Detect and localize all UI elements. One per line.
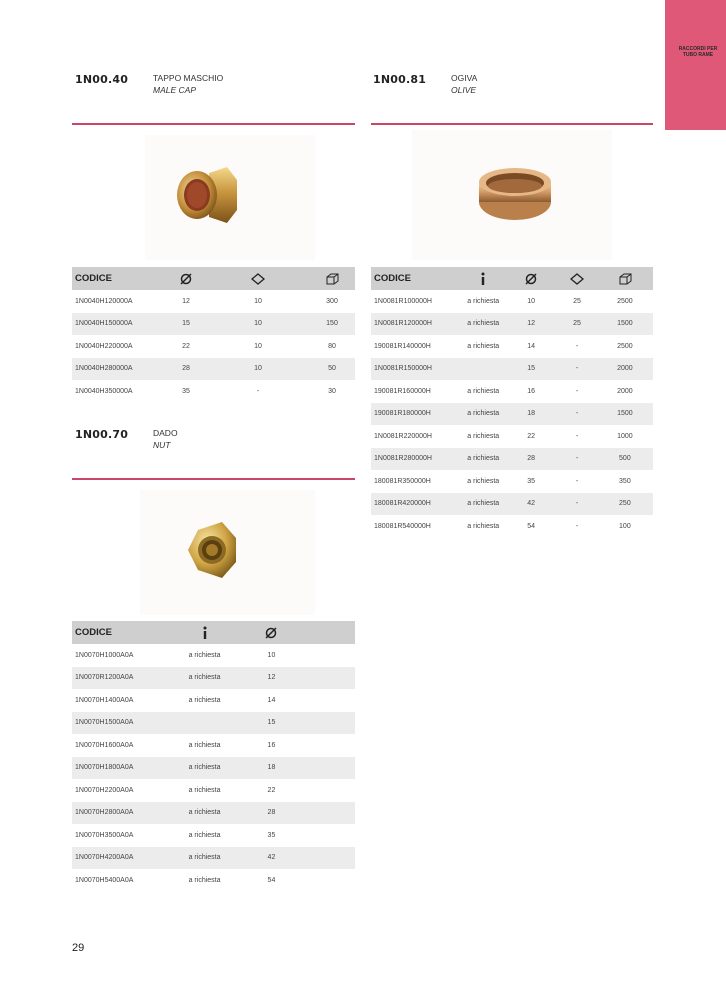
page-number: 29	[72, 942, 85, 954]
cell-code: 1N0070H1800A0A	[72, 757, 172, 780]
table-row	[371, 403, 653, 426]
cell-code: 1N0040H220000A	[75, 342, 133, 350]
cell-package: 150	[309, 313, 355, 336]
cell-code: 180081R350000H	[374, 477, 431, 485]
cell-package: 1500	[597, 403, 653, 426]
cell-info: a richiesta	[467, 387, 500, 395]
cell-hex: -	[575, 342, 579, 350]
cell-info: a richiesta	[172, 847, 238, 870]
col-empty	[306, 621, 355, 644]
table-olive	[371, 267, 653, 538]
col-info	[461, 267, 505, 290]
cell-package: 100	[619, 522, 631, 530]
cell-hex: -	[256, 387, 260, 395]
cell-diameter: 28	[165, 358, 207, 381]
cell-code: 1N0070H2200A0A	[75, 786, 134, 794]
cell-package: 350	[619, 477, 631, 485]
cell-diameter: 42	[505, 493, 557, 516]
info-icon	[479, 272, 487, 285]
cell-package: 1500	[597, 313, 653, 336]
section-side-tab	[665, 0, 726, 130]
col-hex-key	[207, 267, 309, 290]
cell-code: 1N0070H4200A0A	[72, 847, 172, 870]
table-row	[371, 448, 653, 471]
cell-hex: -	[557, 493, 597, 516]
cell-code: 1N0070H3500A0A	[75, 831, 134, 839]
box-icon	[618, 273, 632, 285]
cell-hex: -	[575, 387, 579, 395]
col-package	[597, 267, 653, 290]
cell-code: 1N0070H1500A0A	[72, 712, 172, 735]
cell-code: 1N0081R220000H	[374, 432, 432, 440]
table-row	[72, 712, 355, 735]
section-side-tab-label: RACCORDI PER TUBO RAME	[678, 46, 718, 58]
cell-info: a richiesta	[467, 477, 500, 485]
cell-diameter: 15	[237, 712, 305, 735]
cell-code: 1N0070H1600A0A	[75, 741, 134, 749]
table-row	[371, 425, 653, 448]
cell-code: 1N0070R1200A0A	[72, 667, 172, 690]
box-icon	[325, 273, 339, 285]
cell-package: 2500	[617, 342, 633, 350]
cell-package: 1000	[617, 432, 633, 440]
table-row	[72, 667, 355, 690]
table-row	[72, 802, 355, 825]
cell-info: a richiesta	[188, 876, 221, 884]
cell-code: 190081R160000H	[374, 387, 431, 395]
cell-diameter: 42	[237, 847, 305, 870]
cell-info: a richiesta	[188, 831, 221, 839]
cell-package: 2000	[617, 387, 633, 395]
col-hex-key	[557, 267, 597, 290]
table-row	[72, 779, 355, 802]
diameter-icon	[265, 627, 277, 639]
cell-code: 1N0070H5400A0A	[75, 876, 134, 884]
cell-code: 180081R420000H	[371, 493, 461, 516]
cell-diameter: 14	[267, 696, 276, 704]
cell-info: a richiesta	[172, 802, 238, 825]
hexagon-key-icon	[251, 273, 265, 285]
table-row	[371, 290, 653, 313]
section-divider	[371, 123, 653, 125]
cell-code: 1N0070H1400A0A	[75, 696, 134, 704]
table-header	[371, 267, 653, 290]
cell-diameter: 16	[527, 387, 536, 395]
cell-hex: -	[557, 403, 597, 426]
cell-diameter: 12	[182, 297, 190, 305]
col-package	[309, 267, 355, 290]
section-divider	[72, 123, 355, 125]
cell-code: 1N0081R120000H	[371, 313, 461, 336]
cell-diameter: 22	[182, 342, 190, 350]
table-row	[72, 824, 355, 847]
col-diameter	[505, 267, 557, 290]
cell-package: 50	[309, 358, 355, 381]
cell-info: a richiesta	[172, 757, 238, 780]
table-row	[371, 313, 653, 336]
product-name-it: OGIVA	[451, 73, 478, 83]
cell-info: a richiesta	[461, 403, 505, 426]
col-codice: CODICE	[72, 621, 172, 644]
cell-hex: 10	[207, 313, 309, 336]
hexagon-key-icon	[570, 273, 584, 285]
table-row	[371, 470, 653, 493]
cell-diameter: 18	[237, 757, 305, 780]
table-row	[72, 380, 355, 403]
cell-code: 1N0070H1000A0A	[75, 651, 134, 659]
table-row	[371, 358, 653, 381]
cell-code: 1N0040H350000A	[75, 387, 133, 395]
section-divider	[72, 478, 355, 480]
cell-package: 2000	[597, 358, 653, 381]
cell-info: a richiesta	[467, 342, 500, 350]
cell-diameter: 16	[267, 741, 276, 749]
cell-diameter: 54	[527, 522, 536, 530]
cell-code: 180081R540000H	[374, 522, 431, 530]
cell-hex: -	[575, 477, 579, 485]
col-codice: CODICE	[72, 267, 165, 290]
cell-info: a richiesta	[461, 313, 505, 336]
table-row	[371, 493, 653, 516]
table-row	[72, 757, 355, 780]
cell-code: 190081R140000H	[374, 342, 431, 350]
cell-code: 1N0081R100000H	[374, 297, 432, 305]
cell-diameter: 22	[267, 786, 276, 794]
product-name-en: NUT	[153, 440, 171, 450]
cell-package: 250	[597, 493, 653, 516]
cell-package: 500	[597, 448, 653, 471]
product-code-male-cap: 1N00.40	[75, 73, 129, 86]
table-row	[72, 358, 355, 381]
cell-code: 1N0040H150000A	[72, 313, 165, 336]
cell-info: a richiesta	[188, 741, 221, 749]
table-row	[72, 847, 355, 870]
cell-info: a richiesta	[188, 696, 221, 704]
cell-package: 80	[328, 342, 336, 350]
col-diameter	[165, 267, 207, 290]
product-image-male-cap	[145, 135, 315, 260]
table-header	[72, 267, 355, 290]
cell-diameter: 28	[505, 448, 557, 471]
cell-diameter: 15	[165, 313, 207, 336]
cell-info: a richiesta	[467, 432, 500, 440]
cell-diameter: 22	[527, 432, 536, 440]
cell-diameter: 10	[527, 297, 536, 305]
cell-info: a richiesta	[172, 667, 238, 690]
cell-info: a richiesta	[461, 493, 505, 516]
diameter-icon	[180, 273, 192, 285]
product-name-olive	[451, 72, 477, 96]
product-code-nut: 1N00.70	[75, 428, 129, 441]
cell-info	[172, 712, 238, 735]
product-name-it: DADO	[153, 428, 178, 438]
product-image-nut	[140, 490, 315, 615]
cell-hex: -	[557, 358, 597, 381]
cell-info: a richiesta	[467, 522, 500, 530]
product-name-male-cap	[153, 72, 223, 96]
cell-code: 1N0081R150000H	[371, 358, 461, 381]
table-row	[371, 380, 653, 403]
cell-code: 1N0070H2800A0A	[72, 802, 172, 825]
cell-code: 1N0040H280000A	[72, 358, 165, 381]
col-codice: CODICE	[371, 267, 461, 290]
cell-info: a richiesta	[188, 651, 221, 659]
cell-diameter: 28	[237, 802, 305, 825]
info-icon	[201, 626, 209, 639]
product-image-olive	[412, 130, 612, 260]
product-code-olive: 1N00.81	[373, 73, 427, 86]
table-nut	[72, 621, 355, 892]
cell-info: a richiesta	[188, 786, 221, 794]
cell-code: 190081R180000H	[371, 403, 461, 426]
cell-package: 30	[328, 387, 336, 395]
col-diameter	[237, 621, 305, 644]
cell-diameter: 35	[182, 387, 190, 395]
table-row	[72, 689, 355, 712]
cell-info	[461, 358, 505, 381]
cell-hex: 10	[254, 297, 262, 305]
cell-package: 2500	[617, 297, 633, 305]
cell-hex: -	[575, 522, 579, 530]
table-row	[72, 290, 355, 313]
product-name-en: MALE CAP	[153, 85, 196, 95]
cell-package: 300	[326, 297, 338, 305]
table-row	[72, 313, 355, 336]
product-name-nut	[153, 427, 178, 451]
product-name-it: TAPPO MASCHIO	[153, 73, 224, 83]
table-row	[371, 335, 653, 358]
cell-info: a richiesta	[461, 448, 505, 471]
col-info	[172, 621, 238, 644]
table-row	[72, 734, 355, 757]
cell-diameter: 54	[267, 876, 276, 884]
cell-diameter: 35	[527, 477, 536, 485]
cell-hex: -	[575, 432, 579, 440]
table-male-cap	[72, 267, 355, 403]
cell-hex: 25	[573, 297, 581, 305]
cell-diameter: 15	[505, 358, 557, 381]
cell-diameter: 18	[505, 403, 557, 426]
cell-info: a richiesta	[467, 297, 500, 305]
cell-hex: -	[557, 448, 597, 471]
table-row	[371, 515, 653, 538]
cell-code: 1N0040H120000A	[75, 297, 133, 305]
diameter-icon	[525, 273, 537, 285]
cell-hex: 10	[254, 342, 262, 350]
cell-hex: 10	[207, 358, 309, 381]
cell-diameter: 12	[237, 667, 305, 690]
cell-diameter: 10	[267, 651, 276, 659]
cell-diameter: 12	[505, 313, 557, 336]
cell-diameter: 14	[527, 342, 536, 350]
cell-diameter: 35	[267, 831, 276, 839]
product-name-en: OLIVE	[451, 85, 477, 95]
table-row	[72, 335, 355, 358]
table-row	[72, 644, 355, 667]
table-header	[72, 621, 355, 644]
cell-code: 1N0081R280000H	[371, 448, 461, 471]
table-row	[72, 869, 355, 892]
cell-hex: 25	[557, 313, 597, 336]
